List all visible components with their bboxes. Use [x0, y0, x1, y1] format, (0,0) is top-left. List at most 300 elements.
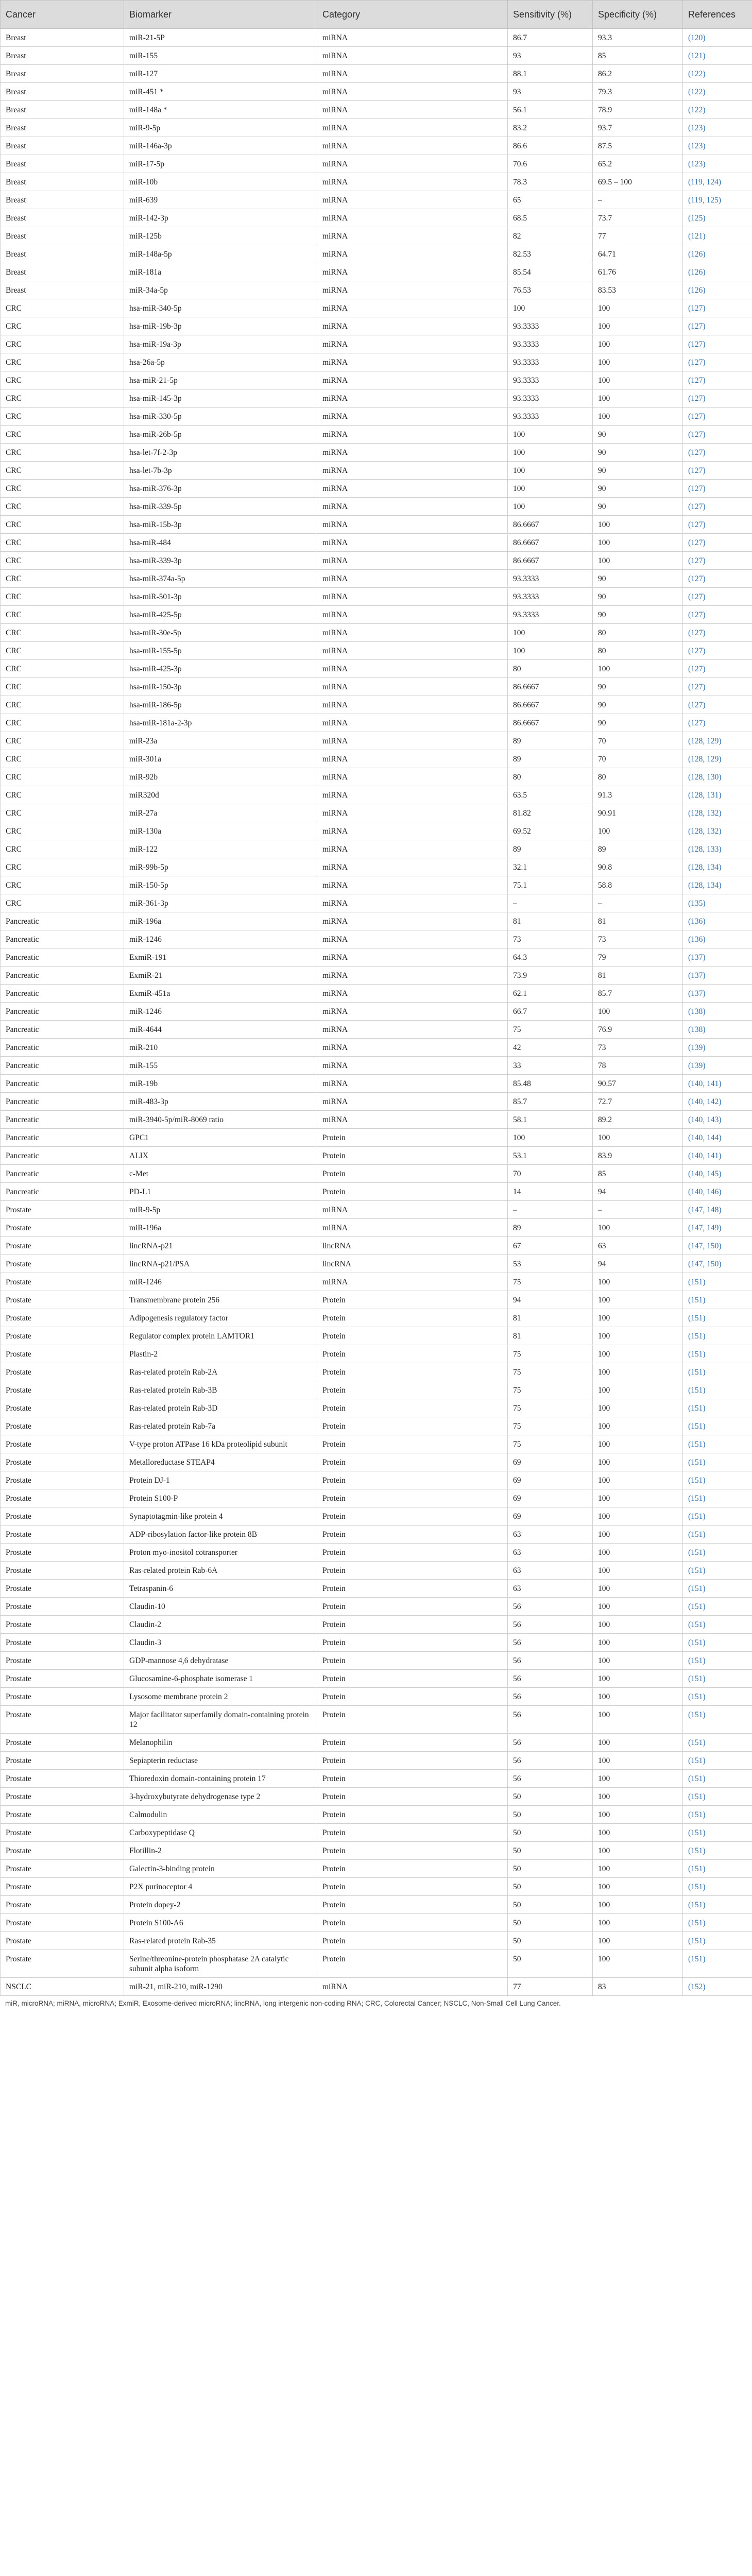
cell-sensitivity: 50 [508, 1932, 593, 1950]
cell-specificity: 90 [593, 678, 683, 696]
cell-cancer: CRC [1, 732, 124, 750]
cell-references[interactable]: (140, 143) [683, 1111, 752, 1129]
cell-sensitivity: 93 [508, 47, 593, 65]
cell-cancer: CRC [1, 768, 124, 786]
cell-references[interactable]: (127) [683, 353, 752, 371]
cell-references[interactable]: (139) [683, 1039, 752, 1057]
cell-references[interactable]: (128, 134) [683, 876, 752, 894]
cell-references[interactable]: (127) [683, 588, 752, 606]
cell-references[interactable]: (151) [683, 1598, 752, 1616]
cell-biomarker: lincRNA-p21 [124, 1237, 317, 1255]
cell-category: miRNA [317, 714, 508, 732]
cell-cancer: Prostate [1, 1652, 124, 1670]
cell-references[interactable]: (151) [683, 1562, 752, 1580]
cell-references[interactable]: (151) [683, 1309, 752, 1327]
cell-specificity: 100 [593, 1363, 683, 1381]
cell-category: miRNA [317, 65, 508, 83]
cell-biomarker: miR-1246 [124, 1003, 317, 1021]
cell-cancer: CRC [1, 426, 124, 444]
cell-references[interactable]: (151) [683, 1291, 752, 1309]
table-row [1, 47, 752, 65]
table-row [1, 1255, 752, 1273]
cell-references[interactable]: (128, 132) [683, 804, 752, 822]
cell-sensitivity: 82.53 [508, 245, 593, 263]
table-row [1, 1734, 752, 1752]
table-row [1, 1273, 752, 1291]
cell-sensitivity: 93.3333 [508, 317, 593, 335]
cell-references[interactable]: (151) [683, 1652, 752, 1670]
cell-references[interactable]: (128, 131) [683, 786, 752, 804]
table-row [1, 119, 752, 137]
cell-references[interactable]: (151) [683, 1580, 752, 1598]
cell-biomarker: hsa-miR-145-3p [124, 389, 317, 408]
cell-specificity: 90.91 [593, 804, 683, 822]
cell-biomarker: miR-301a [124, 750, 317, 768]
cell-specificity: 64.71 [593, 245, 683, 263]
cell-sensitivity: 93.3333 [508, 606, 593, 624]
cell-category: miRNA [317, 642, 508, 660]
cell-cancer: Prostate [1, 1824, 124, 1842]
cell-references[interactable]: (138) [683, 1003, 752, 1021]
cell-cancer: CRC [1, 389, 124, 408]
cell-biomarker: ExmiR-191 [124, 948, 317, 967]
cell-references[interactable]: (120) [683, 29, 752, 47]
cell-references[interactable]: (137) [683, 948, 752, 967]
cell-specificity: 100 [593, 660, 683, 678]
cell-specificity: 100 [593, 1526, 683, 1544]
cell-references[interactable]: (122) [683, 101, 752, 119]
table-row [1, 1878, 752, 1896]
cell-cancer: Breast [1, 101, 124, 119]
table-row [1, 552, 752, 570]
cell-category: miRNA [317, 930, 508, 948]
table-row [1, 894, 752, 912]
cell-biomarker: hsa-miR-425-5p [124, 606, 317, 624]
cell-references[interactable]: (125) [683, 209, 752, 227]
cell-references[interactable]: (126) [683, 263, 752, 281]
cell-biomarker: hsa-miR-150-3p [124, 678, 317, 696]
cell-sensitivity: 53.1 [508, 1147, 593, 1165]
cell-cancer: Prostate [1, 1255, 124, 1273]
cell-references[interactable]: (151) [683, 1706, 752, 1734]
cell-biomarker: miR-92b [124, 768, 317, 786]
cell-category: miRNA [317, 191, 508, 209]
table-row [1, 1770, 752, 1788]
cell-specificity: 100 [593, 1453, 683, 1471]
cell-biomarker: miR-4644 [124, 1021, 317, 1039]
cell-references[interactable]: (128, 134) [683, 858, 752, 876]
cell-cancer: CRC [1, 750, 124, 768]
cell-biomarker: miR-27a [124, 804, 317, 822]
cell-biomarker: Protein S100-P [124, 1489, 317, 1507]
cell-specificity: 90 [593, 696, 683, 714]
cell-references[interactable]: (128, 132) [683, 822, 752, 840]
table-row [1, 191, 752, 209]
cell-specificity: 70 [593, 750, 683, 768]
cell-references[interactable]: (151) [683, 1471, 752, 1489]
table-row [1, 137, 752, 155]
cell-category: miRNA [317, 1003, 508, 1021]
cell-specificity: 83 [593, 1978, 683, 1996]
cell-specificity: 100 [593, 1824, 683, 1842]
cell-references[interactable]: (151) [683, 1327, 752, 1345]
cell-references[interactable]: (140, 142) [683, 1093, 752, 1111]
cell-references[interactable]: (127) [683, 426, 752, 444]
cell-biomarker: Glucosamine-6-phosphate isomerase 1 [124, 1670, 317, 1688]
cell-cancer: Breast [1, 119, 124, 137]
cell-references[interactable]: (127) [683, 606, 752, 624]
cell-references[interactable]: (151) [683, 1381, 752, 1399]
cell-cancer: CRC [1, 552, 124, 570]
cell-biomarker: miR-130a [124, 822, 317, 840]
cell-cancer: NSCLC [1, 1978, 124, 1996]
cell-references[interactable]: (127) [683, 660, 752, 678]
cell-category: Protein [317, 1363, 508, 1381]
cell-category: Protein [317, 1526, 508, 1544]
cell-sensitivity: 100 [508, 444, 593, 462]
table-row [1, 245, 752, 263]
cell-references[interactable]: (151) [683, 1842, 752, 1860]
cell-biomarker: miR-125b [124, 227, 317, 245]
cell-specificity: 90 [593, 462, 683, 480]
cell-category: Protein [317, 1842, 508, 1860]
cell-references[interactable]: (121) [683, 47, 752, 65]
cell-references[interactable]: (140, 141) [683, 1147, 752, 1165]
cell-references[interactable]: (151) [683, 1507, 752, 1526]
cell-biomarker: Tetraspanin-6 [124, 1580, 317, 1598]
cell-references[interactable]: (121) [683, 227, 752, 245]
cell-category: miRNA [317, 426, 508, 444]
table-row [1, 516, 752, 534]
cell-references[interactable]: (151) [683, 1435, 752, 1453]
cell-references[interactable]: (151) [683, 1788, 752, 1806]
cell-references[interactable]: (151) [683, 1345, 752, 1363]
cell-sensitivity: 56 [508, 1688, 593, 1706]
cell-specificity: 80 [593, 768, 683, 786]
cell-references[interactable]: (151) [683, 1734, 752, 1752]
table-row [1, 1670, 752, 1688]
header-references: References [683, 1, 752, 29]
cell-references[interactable]: (151) [683, 1896, 752, 1914]
cell-specificity: 90.57 [593, 1075, 683, 1093]
cell-sensitivity: 86.6667 [508, 534, 593, 552]
table-row [1, 1039, 752, 1057]
cell-references[interactable]: (127) [683, 371, 752, 389]
cell-references[interactable]: (127) [683, 678, 752, 696]
cell-references[interactable]: (151) [683, 1526, 752, 1544]
cell-references[interactable]: (147, 150) [683, 1237, 752, 1255]
cell-biomarker: ExmiR-451a [124, 985, 317, 1003]
cell-specificity: 76.9 [593, 1021, 683, 1039]
cell-references[interactable]: (151) [683, 1634, 752, 1652]
cell-sensitivity: 75.1 [508, 876, 593, 894]
table-row [1, 353, 752, 371]
cell-category: miRNA [317, 498, 508, 516]
table-row [1, 624, 752, 642]
table-row [1, 1057, 752, 1075]
cell-references[interactable]: (151) [683, 1914, 752, 1932]
table-row [1, 1842, 752, 1860]
table-row [1, 1381, 752, 1399]
cell-references[interactable]: (147, 148) [683, 1201, 752, 1219]
table-header [1, 1, 752, 29]
table-row [1, 1562, 752, 1580]
cell-sensitivity: 56 [508, 1734, 593, 1752]
cell-biomarker: hsa-26a-5p [124, 353, 317, 371]
cell-sensitivity: 80 [508, 660, 593, 678]
cell-specificity: 100 [593, 1734, 683, 1752]
cell-references[interactable]: (123) [683, 137, 752, 155]
cell-references[interactable]: (151) [683, 1878, 752, 1896]
cell-references[interactable]: (127) [683, 696, 752, 714]
cell-category: miRNA [317, 137, 508, 155]
cell-biomarker: PD-L1 [124, 1183, 317, 1201]
cell-references[interactable]: (137) [683, 967, 752, 985]
cell-references[interactable]: (126) [683, 245, 752, 263]
cell-references[interactable]: (135) [683, 894, 752, 912]
cell-specificity: 81 [593, 967, 683, 985]
cell-references[interactable]: (127) [683, 335, 752, 353]
cell-references[interactable]: (122) [683, 83, 752, 101]
cell-specificity: 85 [593, 47, 683, 65]
cell-references[interactable]: (140, 141) [683, 1075, 752, 1093]
cell-references[interactable]: (151) [683, 1932, 752, 1950]
cell-references[interactable]: (140, 145) [683, 1165, 752, 1183]
cell-references[interactable]: (140, 146) [683, 1183, 752, 1201]
cell-references[interactable]: (128, 129) [683, 750, 752, 768]
cell-references[interactable]: (152) [683, 1978, 752, 1996]
cell-references[interactable]: (151) [683, 1616, 752, 1634]
cell-biomarker: miR-9-5p [124, 119, 317, 137]
cell-category: Protein [317, 1688, 508, 1706]
cell-biomarker: Protein S100-A6 [124, 1914, 317, 1932]
table-row [1, 1788, 752, 1806]
cell-category: Protein [317, 1752, 508, 1770]
cell-references[interactable]: (151) [683, 1806, 752, 1824]
cell-references[interactable]: (123) [683, 119, 752, 137]
cell-cancer: Prostate [1, 1950, 124, 1978]
cell-sensitivity: 100 [508, 462, 593, 480]
cell-references[interactable]: (127) [683, 714, 752, 732]
cell-references[interactable]: (151) [683, 1273, 752, 1291]
cell-sensitivity: 83.2 [508, 119, 593, 137]
cell-cancer: CRC [1, 678, 124, 696]
cell-references[interactable]: (147, 149) [683, 1219, 752, 1237]
cell-specificity: 100 [593, 389, 683, 408]
table-footnote: miR, microRNA; miRNA, microRNA; ExmiR, Exosome-derived microRNA; lincRNA, long intergenic non-coding RNA; CRC, Colorectal Cancer; NSCLC, Non-Small Cell Lung Cancer. [5, 1999, 561, 2007]
cell-sensitivity: 56 [508, 1670, 593, 1688]
table-row [1, 570, 752, 588]
table-row [1, 1860, 752, 1878]
cell-references[interactable]: (151) [683, 1670, 752, 1688]
cell-references[interactable]: (151) [683, 1770, 752, 1788]
table-row [1, 83, 752, 101]
cell-references[interactable]: (151) [683, 1688, 752, 1706]
cell-references[interactable]: (127) [683, 498, 752, 516]
cell-biomarker: hsa-miR-155-5p [124, 642, 317, 660]
cell-references[interactable]: (137) [683, 985, 752, 1003]
cell-references[interactable]: (128, 129) [683, 732, 752, 750]
cell-specificity: 79.3 [593, 83, 683, 101]
table-row [1, 1003, 752, 1021]
cell-sensitivity: 50 [508, 1824, 593, 1842]
cell-references[interactable]: (151) [683, 1824, 752, 1842]
cell-references[interactable]: (140, 144) [683, 1129, 752, 1147]
cell-sensitivity: 86.6667 [508, 714, 593, 732]
table-row [1, 371, 752, 389]
cell-specificity: 89.2 [593, 1111, 683, 1129]
cell-references[interactable]: (127) [683, 408, 752, 426]
table-row [1, 1580, 752, 1598]
cell-references[interactable]: (127) [683, 444, 752, 462]
cell-references[interactable]: (151) [683, 1417, 752, 1435]
cell-biomarker: hsa-let-7b-3p [124, 462, 317, 480]
cell-biomarker: Protein dopey-2 [124, 1896, 317, 1914]
cell-biomarker: hsa-miR-376-3p [124, 480, 317, 498]
cell-cancer: Prostate [1, 1734, 124, 1752]
cell-references[interactable]: (151) [683, 1950, 752, 1978]
cell-references[interactable]: (119, 124) [683, 173, 752, 191]
cell-cancer: Breast [1, 65, 124, 83]
cell-references[interactable]: (138) [683, 1021, 752, 1039]
table-row [1, 1806, 752, 1824]
cell-references[interactable]: (123) [683, 155, 752, 173]
cell-specificity: 100 [593, 516, 683, 534]
cell-category: miRNA [317, 660, 508, 678]
cell-specificity: 100 [593, 534, 683, 552]
cell-category: miRNA [317, 317, 508, 335]
cell-specificity: 100 [593, 1806, 683, 1824]
cell-category: Protein [317, 1453, 508, 1471]
cell-biomarker: miR-210 [124, 1039, 317, 1057]
cell-specificity: 100 [593, 1471, 683, 1489]
cell-references[interactable]: (128, 130) [683, 768, 752, 786]
cell-cancer: Prostate [1, 1752, 124, 1770]
cell-specificity: 86.2 [593, 65, 683, 83]
cell-category: miRNA [317, 408, 508, 426]
cell-cancer: Prostate [1, 1788, 124, 1806]
cell-sensitivity: 94 [508, 1291, 593, 1309]
cell-references[interactable]: (139) [683, 1057, 752, 1075]
cell-specificity: 100 [593, 1752, 683, 1770]
table-row [1, 1309, 752, 1327]
table-row [1, 1507, 752, 1526]
cell-cancer: CRC [1, 353, 124, 371]
cell-specificity: 100 [593, 1950, 683, 1978]
cell-specificity: 89 [593, 840, 683, 858]
cell-cancer: Prostate [1, 1363, 124, 1381]
cell-biomarker: hsa-miR-501-3p [124, 588, 317, 606]
cell-references[interactable]: (151) [683, 1489, 752, 1507]
cell-references[interactable]: (127) [683, 516, 752, 534]
cell-sensitivity: 100 [508, 1129, 593, 1147]
cell-references[interactable]: (151) [683, 1363, 752, 1381]
cell-specificity: 94 [593, 1255, 683, 1273]
cell-references[interactable]: (151) [683, 1752, 752, 1770]
cell-biomarker: miR-155 [124, 47, 317, 65]
cell-specificity: 100 [593, 1435, 683, 1453]
cell-specificity: 87.5 [593, 137, 683, 155]
cell-category: miRNA [317, 624, 508, 642]
cell-references[interactable]: (127) [683, 389, 752, 408]
cell-references[interactable]: (127) [683, 624, 752, 642]
table-row [1, 1237, 752, 1255]
cell-references[interactable]: (128, 133) [683, 840, 752, 858]
cell-references[interactable]: (147, 150) [683, 1255, 752, 1273]
cell-biomarker: hsa-miR-21-5p [124, 371, 317, 389]
cell-biomarker: Ras-related protein Rab-3D [124, 1399, 317, 1417]
cell-references[interactable]: (119, 125) [683, 191, 752, 209]
cell-sensitivity: 88.1 [508, 65, 593, 83]
cell-references[interactable]: (127) [683, 317, 752, 335]
cell-biomarker: Adipogenesis regulatory factor [124, 1309, 317, 1327]
table-row [1, 1616, 752, 1634]
table-row [1, 840, 752, 858]
cell-references[interactable]: (127) [683, 534, 752, 552]
cell-category: Protein [317, 1147, 508, 1165]
cell-references[interactable]: (127) [683, 642, 752, 660]
cell-biomarker: miR-17-5p [124, 155, 317, 173]
table-row [1, 462, 752, 480]
table-row [1, 1183, 752, 1201]
cell-sensitivity: 93.3333 [508, 353, 593, 371]
cell-references[interactable]: (122) [683, 65, 752, 83]
cell-references[interactable]: (127) [683, 480, 752, 498]
cell-references[interactable]: (127) [683, 462, 752, 480]
cell-sensitivity: 93.3333 [508, 588, 593, 606]
table-row [1, 696, 752, 714]
cell-sensitivity: 75 [508, 1381, 593, 1399]
cell-sensitivity: 86.6667 [508, 696, 593, 714]
cell-references[interactable]: (136) [683, 912, 752, 930]
table-row [1, 1824, 752, 1842]
cell-cancer: Prostate [1, 1309, 124, 1327]
cell-specificity: 100 [593, 1291, 683, 1309]
cell-specificity: 58.8 [593, 876, 683, 894]
cell-specificity: 73 [593, 930, 683, 948]
cell-references[interactable]: (151) [683, 1453, 752, 1471]
cell-specificity: 100 [593, 1129, 683, 1147]
table-row [1, 1950, 752, 1978]
table-row [1, 876, 752, 894]
cell-specificity: 90 [593, 714, 683, 732]
cell-category: Protein [317, 1950, 508, 1978]
cell-specificity: 100 [593, 1878, 683, 1896]
cell-sensitivity: 75 [508, 1363, 593, 1381]
cell-references[interactable]: (127) [683, 570, 752, 588]
cell-biomarker: Flotillin-2 [124, 1842, 317, 1860]
cell-category: Protein [317, 1129, 508, 1147]
table-row [1, 426, 752, 444]
cell-category: Protein [317, 1183, 508, 1201]
cell-cancer: CRC [1, 408, 124, 426]
cell-biomarker: ALIX [124, 1147, 317, 1165]
cell-references[interactable]: (127) [683, 552, 752, 570]
cell-cancer: Prostate [1, 1770, 124, 1788]
cell-references[interactable]: (127) [683, 299, 752, 317]
cell-references[interactable]: (151) [683, 1860, 752, 1878]
cell-references[interactable]: (126) [683, 281, 752, 299]
cell-sensitivity: 100 [508, 498, 593, 516]
table-row [1, 1363, 752, 1381]
cell-references[interactable]: (151) [683, 1399, 752, 1417]
cell-references[interactable]: (151) [683, 1544, 752, 1562]
table-row [1, 1165, 752, 1183]
cell-references[interactable]: (136) [683, 930, 752, 948]
table-row [1, 948, 752, 967]
cell-specificity: 69.5 – 100 [593, 173, 683, 191]
cell-biomarker: Plastin-2 [124, 1345, 317, 1363]
